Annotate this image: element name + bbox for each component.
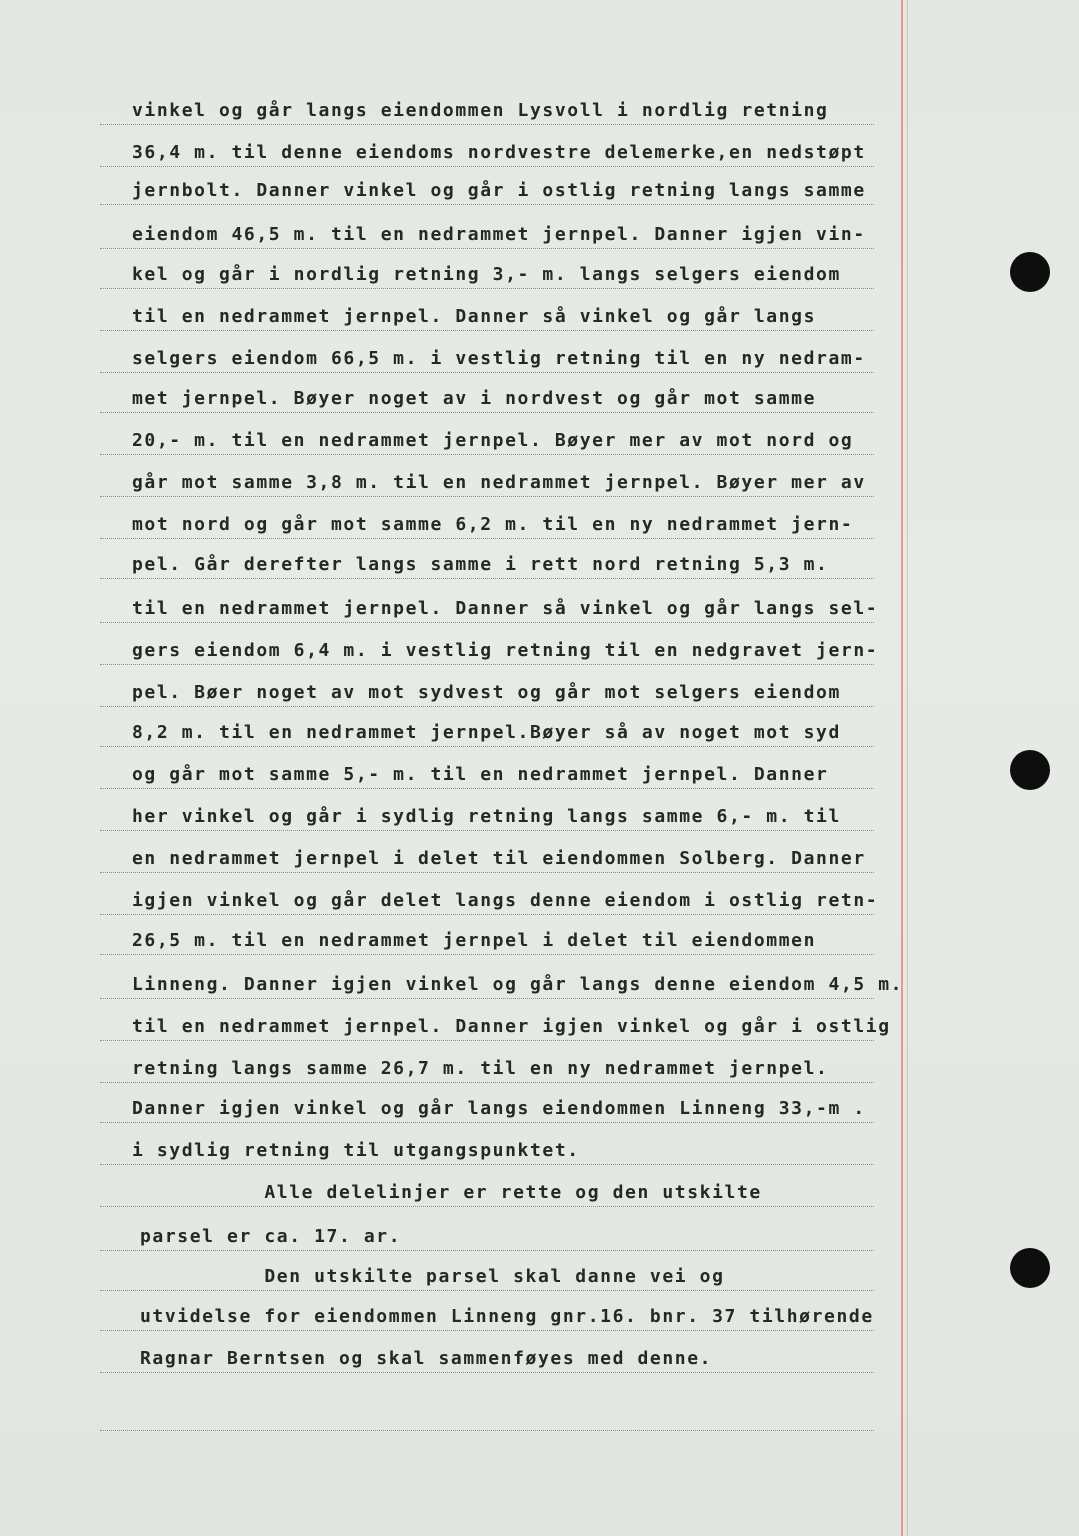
line-text: 36,4 m. til denne eiendoms nordvestre delemerke,en nedstøpt <box>132 142 866 163</box>
text-line <box>0 1012 1079 1056</box>
line-text: met jernpel. Bøyer noget av i nordvest og går mot samme <box>132 388 817 409</box>
text-line <box>0 1402 1079 1446</box>
ruled-line <box>100 830 874 831</box>
text-line <box>0 636 1079 680</box>
line-text: eiendom 46,5 m. til en nedrammet jernpel. Danner igjen vin- <box>132 224 866 245</box>
ruled-line <box>100 1250 874 1251</box>
punch-hole <box>1010 750 1050 790</box>
ruled-line <box>100 1372 874 1373</box>
ruled-line <box>100 248 874 249</box>
line-text: igjen vinkel og går delet langs denne eiendom i ostlig retn- <box>132 890 879 911</box>
ruled-line <box>100 372 874 373</box>
line-text: Ragnar Berntsen og skal sammenføyes med denne. <box>140 1348 713 1369</box>
line-text: går mot samme 3,8 m. til en nedrammet jernpel. Bøyer mer av <box>132 472 866 493</box>
ruled-line <box>100 1430 874 1431</box>
text-line <box>0 718 1079 762</box>
ruled-line <box>100 1330 874 1331</box>
ruled-line <box>100 1206 874 1207</box>
ruled-line <box>100 1122 874 1123</box>
line-text: 26,5 m. til en nedrammet jernpel i delet til eiendommen <box>132 930 817 951</box>
ruled-line <box>100 288 874 289</box>
text-line <box>0 594 1079 638</box>
text-line <box>0 550 1079 594</box>
text-line <box>0 1178 1079 1222</box>
ruled-line <box>100 124 874 125</box>
ruled-line <box>100 746 874 747</box>
line-text: til en nedrammet jernpel. Danner så vinkel og går langs sel- <box>132 598 879 619</box>
line-text: retning langs samme 26,7 m. til en ny nedrammet jernpel. <box>132 1058 829 1079</box>
line-text: i sydlig retning til utgangspunktet. <box>132 1140 580 1161</box>
ruled-line <box>100 578 874 579</box>
line-text: 8,2 m. til en nedrammet jernpel.Bøyer så av noget mot syd <box>132 722 841 743</box>
text-line <box>0 260 1079 304</box>
ruled-line <box>100 954 874 955</box>
ruled-line <box>100 706 874 707</box>
ruled-line <box>100 788 874 789</box>
ruled-line <box>100 538 874 539</box>
ruled-line <box>100 872 874 873</box>
text-line <box>0 1302 1079 1346</box>
line-text: Danner igjen vinkel og går langs eiendommen Linneng 33,-m . <box>132 1098 866 1119</box>
text-line <box>0 468 1079 512</box>
ruled-line <box>100 454 874 455</box>
text-line <box>0 220 1079 264</box>
text-line <box>0 926 1079 970</box>
text-line <box>0 384 1079 428</box>
line-text: parsel er ca. 17. ar. <box>140 1226 402 1247</box>
text-line <box>0 344 1079 388</box>
ruled-line <box>100 1040 874 1041</box>
line-text: jernbolt. Danner vinkel og går i ostlig retning langs samme <box>132 180 866 201</box>
text-line <box>0 426 1079 470</box>
ruled-line <box>100 1164 874 1165</box>
ruled-line <box>100 330 874 331</box>
text-line <box>0 1222 1079 1266</box>
line-text: mot nord og går mot samme 6,2 m. til en ny nedrammet jern- <box>132 514 854 535</box>
text-line <box>0 760 1079 804</box>
line-text: Alle delelinjer er rette og den utskilte <box>140 1182 762 1203</box>
text-line <box>0 302 1079 346</box>
line-text: Linneng. Danner igjen vinkel og går langs denne eiendom 4,5 m. <box>132 974 904 995</box>
line-text: en nedrammet jernpel i delet til eiendommen Solberg. Danner <box>132 848 866 869</box>
text-line <box>0 678 1079 722</box>
ruled-line <box>100 204 874 205</box>
text-line <box>0 802 1079 846</box>
text-line <box>0 510 1079 554</box>
text-line <box>0 886 1079 930</box>
line-text: til en nedrammet jernpel. Danner igjen vinkel og går i ostlig <box>132 1016 891 1037</box>
line-text: pel. Bøer noget av mot sydvest og går mot selgers eiendom <box>132 682 841 703</box>
ruled-line <box>100 166 874 167</box>
text-line <box>0 970 1079 1014</box>
line-text: gers eiendom 6,4 m. i vestlig retning til en nedgravet jern- <box>132 640 879 661</box>
ruled-line <box>100 914 874 915</box>
text-line <box>0 1136 1079 1180</box>
line-text: til en nedrammet jernpel. Danner så vinkel og går langs <box>132 306 817 327</box>
text-line <box>0 1094 1079 1138</box>
line-text: 20,- m. til en nedrammet jernpel. Bøyer mer av mot nord og <box>132 430 854 451</box>
text-line <box>0 1262 1079 1306</box>
line-text: utvidelse for eiendommen Linneng gnr.16. bnr. 37 tilhørende <box>140 1306 874 1327</box>
ruled-line <box>100 496 874 497</box>
ruled-line <box>100 1290 874 1291</box>
ruled-line <box>100 998 874 999</box>
ruled-line <box>100 622 874 623</box>
line-text: kel og går i nordlig retning 3,- m. langs selgers eiendom <box>132 264 841 285</box>
line-text: vinkel og går langs eiendommen Lysvoll i nordlig retning <box>132 100 829 121</box>
ruled-line <box>100 412 874 413</box>
text-line <box>0 96 1079 140</box>
text-line <box>0 844 1079 888</box>
line-text: Den utskilte parsel skal danne vei og <box>140 1266 725 1287</box>
line-text: og går mot samme 5,- m. til en nedrammet jernpel. Danner <box>132 764 829 785</box>
line-text: pel. Går derefter langs samme i rett nord retning 5,3 m. <box>132 554 829 575</box>
text-line <box>0 1054 1079 1098</box>
punch-hole <box>1010 252 1050 292</box>
text-line <box>0 176 1079 220</box>
ruled-line <box>100 1082 874 1083</box>
line-text: her vinkel og går i sydlig retning langs samme 6,- m. til <box>132 806 841 827</box>
punch-hole <box>1010 1248 1050 1288</box>
text-line <box>0 1344 1079 1388</box>
ruled-line <box>100 664 874 665</box>
line-text: selgers eiendom 66,5 m. i vestlig retning til en ny nedram- <box>132 348 866 369</box>
